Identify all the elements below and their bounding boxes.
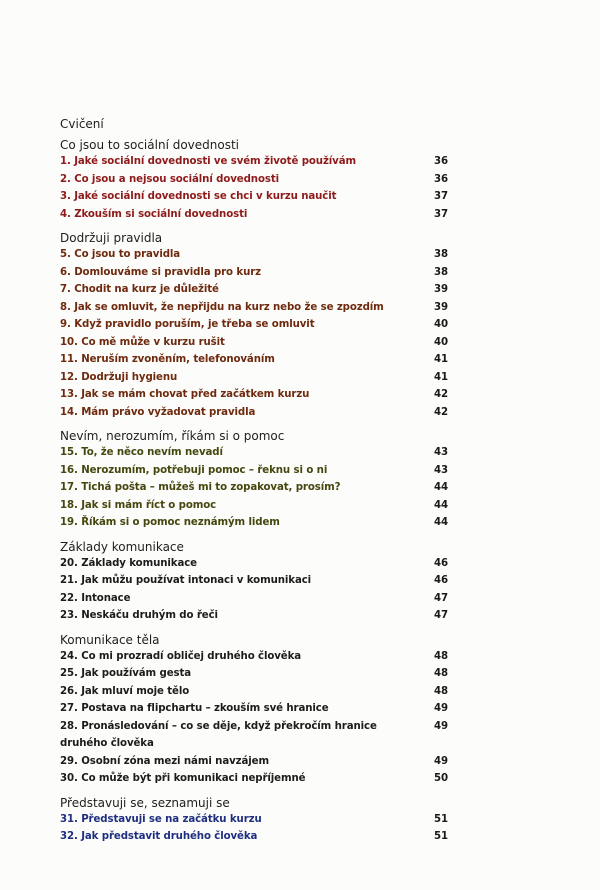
entry-page-number: 47 xyxy=(434,610,448,621)
entry-page-number: 37 xyxy=(434,208,448,220)
entry-page-number: 36 xyxy=(434,156,448,167)
entry-title: 4. Zkouším si sociální dovednosti xyxy=(60,208,248,220)
entry-title: 13. Jak se mám chovat před začátkem kurzu xyxy=(60,389,310,400)
entry-page-number: 47 xyxy=(434,592,448,604)
toc-entry xyxy=(60,811,448,829)
entry-page-number: 51 xyxy=(434,831,448,842)
entry-page-number: 48 xyxy=(434,685,448,697)
entry-title: 17. Tichá pošta – můžeš mi to zopakovat, prosím? xyxy=(60,482,341,493)
entry-page-number: 38 xyxy=(434,249,448,260)
entry-page-number: 46 xyxy=(434,557,448,569)
section-heading: Představuji se, seznamuji se xyxy=(60,795,230,810)
entry-title: 29. Osobní zóna mezi námi navzájem xyxy=(60,755,269,767)
entry-title: 22. Intonace xyxy=(60,592,131,604)
entry-title: 18. Jak si mám říct o pomoc xyxy=(60,499,217,511)
entry-title: 20. Základy komunikace xyxy=(60,557,197,569)
entry-title: 7. Chodit na kurz je důležité xyxy=(60,284,219,295)
table-of-contents xyxy=(60,115,448,853)
entry-page-number: 44 xyxy=(434,499,448,511)
entry-title: 14. Mám právo vyžadovat pravidla xyxy=(60,406,256,418)
toc-title: Cvičení xyxy=(60,117,104,131)
toc-entry xyxy=(60,386,448,404)
entry-title: 31. Představuji se na začátku kurzu xyxy=(60,813,262,825)
toc-entry xyxy=(60,206,448,224)
entry-title: 3. Jaké sociální dovednosti se chci v kurzu naučit xyxy=(60,191,337,202)
entry-title: 15. To, že něco nevím nevadí xyxy=(60,447,223,458)
toc-entry xyxy=(60,351,448,369)
entry-title: 6. Domlouváme si pravidla pro kurz xyxy=(60,266,261,278)
entry-page-number: 39 xyxy=(434,284,448,295)
toc-entry xyxy=(60,334,448,352)
toc-entry xyxy=(60,264,448,282)
entry-page-number: 49 xyxy=(434,703,448,714)
entry-title: 19. Říkám si o pomoc neznámým lidem xyxy=(60,517,280,528)
toc-entry xyxy=(60,828,448,846)
entry-page-number: 41 xyxy=(434,354,448,365)
entry-page-number: 43 xyxy=(434,464,448,476)
entry-title: 26. Jak mluví moje tělo xyxy=(60,685,190,697)
toc-entry xyxy=(60,444,448,462)
toc-entry xyxy=(60,683,448,701)
toc-entry xyxy=(60,246,448,264)
entry-title: 8. Jak se omluvit, že nepřijdu na kurz nebo že se zpozdím xyxy=(60,301,384,313)
section-heading: Nevím, nerozumím, říkám si o pomoc xyxy=(60,429,285,443)
entry-page-number: 50 xyxy=(434,773,448,784)
entry-page-number: 44 xyxy=(434,517,448,528)
toc-section xyxy=(60,230,448,421)
entry-title: 24. Co mi prozradí obličej druhého člověka xyxy=(60,650,302,662)
toc-sections xyxy=(60,137,448,846)
section-heading: Komunikace těla xyxy=(60,632,160,647)
entry-title: 2. Co jsou a nejsou sociální dovednosti xyxy=(60,173,279,185)
toc-section xyxy=(60,137,448,223)
entry-title: 10. Co mě může v kurzu rušit xyxy=(60,336,225,348)
entry-title: 11. Neruším zvoněním, telefonováním xyxy=(60,354,275,365)
entry-page-number: 43 xyxy=(434,447,448,458)
toc-entry xyxy=(60,700,448,718)
section-heading: Dodržuji pravidla xyxy=(60,231,163,245)
entry-page-number: 38 xyxy=(434,266,448,278)
entry-page-number: 37 xyxy=(434,191,448,202)
toc-entry xyxy=(60,514,448,532)
entry-title: 1. Jaké sociální dovednosti ve svém životě používám xyxy=(60,156,356,167)
entry-title: 25. Jak používám gesta xyxy=(60,668,192,679)
toc-entry xyxy=(60,281,448,299)
toc-section xyxy=(60,632,448,788)
toc-entry xyxy=(60,555,448,573)
toc-entry xyxy=(60,369,448,387)
entry-title: 21. Jak můžu používat intonaci v komunikaci xyxy=(60,575,312,586)
toc-entry xyxy=(60,572,448,590)
toc-section xyxy=(60,795,448,846)
entry-page-number: 36 xyxy=(434,173,448,185)
toc-entry xyxy=(60,497,448,515)
entry-title: 9. Když pravidlo poruším, je třeba se omluvit xyxy=(60,319,315,330)
toc-entry xyxy=(60,171,448,189)
toc-entry xyxy=(60,718,448,753)
entry-page-number: 44 xyxy=(434,482,448,493)
toc-entry xyxy=(60,299,448,317)
toc-entry xyxy=(60,753,448,771)
entry-title: 12. Dodržuji hygienu xyxy=(60,371,178,383)
toc-section xyxy=(60,428,448,532)
entry-page-number: 41 xyxy=(434,371,448,383)
entry-title: 28. Pronásledování – co se děje, když překročím hranice druhého člověka xyxy=(60,720,377,749)
entry-page-number: 39 xyxy=(434,301,448,313)
entry-title: 32. Jak představit druhého člověka xyxy=(60,831,258,842)
toc-entry xyxy=(60,590,448,608)
entry-page-number: 42 xyxy=(434,406,448,418)
entry-page-number: 51 xyxy=(434,813,448,825)
toc-entry xyxy=(60,316,448,334)
toc-section xyxy=(60,539,448,625)
entry-title: 16. Nerozumím, potřebuji pomoc – řeknu si o ni xyxy=(60,464,328,476)
toc-entry xyxy=(60,479,448,497)
entry-title: 23. Neskáču druhým do řeči xyxy=(60,610,218,621)
toc-entry xyxy=(60,404,448,422)
entry-page-number: 46 xyxy=(434,575,448,586)
toc-entry xyxy=(60,770,448,788)
entry-page-number: 49 xyxy=(434,720,448,732)
entry-page-number: 49 xyxy=(434,755,448,767)
section-heading: Co jsou to sociální dovednosti xyxy=(60,138,240,152)
entry-title: 5. Co jsou to pravidla xyxy=(60,249,181,260)
entry-page-number: 48 xyxy=(434,650,448,662)
toc-entry xyxy=(60,665,448,683)
toc-entry xyxy=(60,648,448,666)
section-heading: Základy komunikace xyxy=(60,539,184,554)
entry-page-number: 40 xyxy=(434,319,448,330)
toc-entry xyxy=(60,188,448,206)
toc-entry xyxy=(60,607,448,625)
entry-page-number: 42 xyxy=(434,389,448,400)
toc-entry xyxy=(60,153,448,171)
entry-title: 30. Co může být při komunikaci nepříjemné xyxy=(60,773,306,784)
entry-title: 27. Postava na flipchartu – zkouším své hranice xyxy=(60,703,329,714)
entry-page-number: 40 xyxy=(434,336,448,348)
toc-entry xyxy=(60,462,448,480)
entry-page-number: 48 xyxy=(434,668,448,679)
